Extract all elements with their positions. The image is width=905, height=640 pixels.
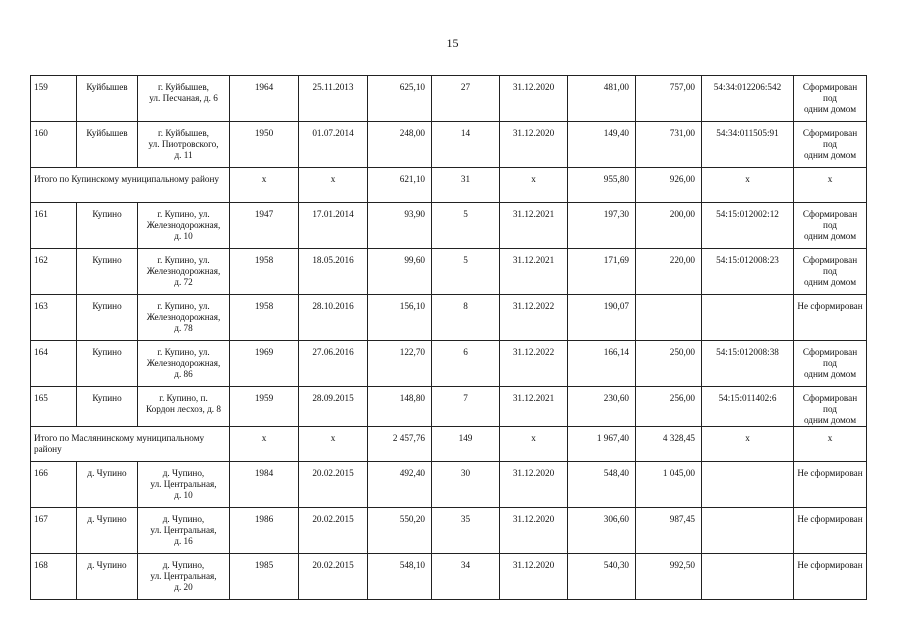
year-cell: x	[230, 168, 299, 203]
date-cell: 20.02.2015	[299, 554, 368, 600]
row-number-cell: 161	[31, 203, 77, 249]
status-cell: Не сформирован	[794, 295, 867, 341]
cadastral-cell: 54:15:012008:23	[702, 249, 794, 295]
table-row	[31, 387, 867, 427]
cadastral-cell: 54:15:012008:38	[702, 341, 794, 387]
deadline-cell: 31.12.2022	[500, 295, 568, 341]
value-cell: 548,40	[568, 462, 636, 508]
date-cell: 28.10.2016	[299, 295, 368, 341]
date-cell: x	[299, 168, 368, 203]
area-cell: 2 457,76	[368, 427, 432, 462]
status-cell: Сформирован под одним домом	[794, 122, 867, 168]
area-cell: 122,70	[368, 341, 432, 387]
value-cell: 190,07	[568, 295, 636, 341]
page-number: 15	[446, 36, 459, 50]
value-cell: 171,69	[568, 249, 636, 295]
value-cell-2: 4 328,45	[636, 427, 702, 462]
status-cell: Сформирован под одним домом	[794, 76, 867, 122]
address-cell: г. Куйбышев, ул. Песчаная, д. 6	[138, 76, 230, 122]
date-cell: 28.09.2015	[299, 387, 368, 427]
status-cell: x	[794, 427, 867, 462]
area-cell: 248,00	[368, 122, 432, 168]
residents-cell: 7	[432, 387, 500, 427]
value-cell-2: 220,00	[636, 249, 702, 295]
locality-cell: Купино	[77, 295, 138, 341]
subtotal-label: Итого по Маслянинскому муниципальному району	[31, 427, 230, 462]
locality-cell: д. Чупино	[77, 462, 138, 508]
deadline-cell: 31.12.2020	[500, 76, 568, 122]
cadastral-cell: 54:34:011505:91	[702, 122, 794, 168]
locality-cell: д. Чупино	[77, 508, 138, 554]
address-cell: д. Чупино, ул. Центральная, д. 10	[138, 462, 230, 508]
table-row	[31, 203, 867, 249]
cadastral-cell	[702, 295, 794, 341]
value-cell: 197,30	[568, 203, 636, 249]
status-cell: Сформирован под одним домом	[794, 249, 867, 295]
year-cell: 1959	[230, 387, 299, 427]
year-cell: 1984	[230, 462, 299, 508]
deadline-cell: 31.12.2020	[500, 554, 568, 600]
area-cell: 156,10	[368, 295, 432, 341]
subtotal-row	[31, 427, 867, 462]
value-cell: 230,60	[568, 387, 636, 427]
year-cell: 1947	[230, 203, 299, 249]
cadastral-cell	[702, 554, 794, 600]
locality-cell: Купино	[77, 203, 138, 249]
table-row	[31, 295, 867, 341]
area-cell: 148,80	[368, 387, 432, 427]
subtotal-row	[31, 168, 867, 203]
year-cell: 1986	[230, 508, 299, 554]
value-cell-2: 200,00	[636, 203, 702, 249]
year-cell: 1985	[230, 554, 299, 600]
value-cell-2: 731,00	[636, 122, 702, 168]
value-cell-2: 992,50	[636, 554, 702, 600]
cadastral-cell	[702, 462, 794, 508]
row-number-cell: 162	[31, 249, 77, 295]
table-row	[31, 508, 867, 554]
area-cell: 492,40	[368, 462, 432, 508]
subtotal-label: Итого по Купинскому муниципальному району	[31, 168, 230, 203]
value-cell-2: 256,00	[636, 387, 702, 427]
value-cell-2: 757,00	[636, 76, 702, 122]
residents-cell: 8	[432, 295, 500, 341]
value-cell: 540,30	[568, 554, 636, 600]
deadline-cell: 31.12.2020	[500, 462, 568, 508]
locality-cell: Купино	[77, 249, 138, 295]
row-number-cell: 164	[31, 341, 77, 387]
residents-cell: 34	[432, 554, 500, 600]
row-number-cell: 159	[31, 76, 77, 122]
locality-cell: Куйбышев	[77, 76, 138, 122]
status-cell: Сформирован под одним домом	[794, 203, 867, 249]
date-cell: 20.02.2015	[299, 508, 368, 554]
year-cell: 1969	[230, 341, 299, 387]
row-number-cell: 167	[31, 508, 77, 554]
date-cell: 27.06.2016	[299, 341, 368, 387]
locality-cell: Купино	[77, 387, 138, 427]
row-number-cell: 165	[31, 387, 77, 427]
cadastral-cell: 54:15:011402:6	[702, 387, 794, 427]
status-cell: Сформирован под одним домом	[794, 387, 867, 427]
table-row	[31, 554, 867, 600]
deadline-cell: x	[500, 168, 568, 203]
cadastral-cell: x	[702, 427, 794, 462]
area-cell: 550,20	[368, 508, 432, 554]
residents-cell: 27	[432, 76, 500, 122]
deadline-cell: 31.12.2022	[500, 341, 568, 387]
cadastral-cell: 54:15:012002:12	[702, 203, 794, 249]
date-cell: 25.11.2013	[299, 76, 368, 122]
date-cell: 17.01.2014	[299, 203, 368, 249]
residents-cell: 5	[432, 249, 500, 295]
address-cell: г. Купино, ул. Железнодорожная, д. 72	[138, 249, 230, 295]
table-row	[31, 76, 867, 122]
residents-cell: 149	[432, 427, 500, 462]
year-cell: 1950	[230, 122, 299, 168]
deadline-cell: x	[500, 427, 568, 462]
residents-cell: 30	[432, 462, 500, 508]
table-row	[31, 249, 867, 295]
residents-cell: 14	[432, 122, 500, 168]
status-cell: x	[794, 168, 867, 203]
deadline-cell: 31.12.2021	[500, 387, 568, 427]
value-cell: 955,80	[568, 168, 636, 203]
value-cell-2: 987,45	[636, 508, 702, 554]
date-cell: 20.02.2015	[299, 462, 368, 508]
value-cell: 306,60	[568, 508, 636, 554]
deadline-cell: 31.12.2020	[500, 508, 568, 554]
area-cell: 548,10	[368, 554, 432, 600]
date-cell: x	[299, 427, 368, 462]
address-cell: г. Куйбышев, ул. Пиотровского, д. 11	[138, 122, 230, 168]
deadline-cell: 31.12.2020	[500, 122, 568, 168]
table-row	[31, 341, 867, 387]
year-cell: 1958	[230, 249, 299, 295]
area-cell: 621,10	[368, 168, 432, 203]
area-cell: 99,60	[368, 249, 432, 295]
cadastral-cell: x	[702, 168, 794, 203]
value-cell-2: 1 045,00	[636, 462, 702, 508]
residents-cell: 5	[432, 203, 500, 249]
address-cell: д. Чупино, ул. Центральная, д. 16	[138, 508, 230, 554]
housing-registry-table	[30, 75, 867, 600]
address-cell: г. Купино, ул. Железнодорожная, д. 78	[138, 295, 230, 341]
deadline-cell: 31.12.2021	[500, 249, 568, 295]
value-cell: 1 967,40	[568, 427, 636, 462]
residents-cell: 31	[432, 168, 500, 203]
deadline-cell: 31.12.2021	[500, 203, 568, 249]
address-cell: г. Купино, ул. Железнодорожная, д. 10	[138, 203, 230, 249]
row-number-cell: 163	[31, 295, 77, 341]
date-cell: 01.07.2014	[299, 122, 368, 168]
status-cell: Не сформирован	[794, 554, 867, 600]
residents-cell: 35	[432, 508, 500, 554]
row-number-cell: 168	[31, 554, 77, 600]
residents-cell: 6	[432, 341, 500, 387]
table-row	[31, 122, 867, 168]
row-number-cell: 160	[31, 122, 77, 168]
registry-body	[31, 76, 867, 600]
year-cell: 1964	[230, 76, 299, 122]
status-cell: Не сформирован	[794, 508, 867, 554]
year-cell: x	[230, 427, 299, 462]
value-cell: 149,40	[568, 122, 636, 168]
address-cell: д. Чупино, ул. Центральная, д. 20	[138, 554, 230, 600]
locality-cell: Куйбышев	[77, 122, 138, 168]
cadastral-cell: 54:34:012206:542	[702, 76, 794, 122]
address-cell: г. Купино, п. Кордон лесхоз, д. 8	[138, 387, 230, 427]
date-cell: 18.05.2016	[299, 249, 368, 295]
area-cell: 93,90	[368, 203, 432, 249]
value-cell: 481,00	[568, 76, 636, 122]
area-cell: 625,10	[368, 76, 432, 122]
value-cell-2: 250,00	[636, 341, 702, 387]
locality-cell: д. Чупино	[77, 554, 138, 600]
value-cell-2: 926,00	[636, 168, 702, 203]
status-cell: Не сформирован	[794, 462, 867, 508]
locality-cell: Купино	[77, 341, 138, 387]
status-cell: Сформирован под одним домом	[794, 341, 867, 387]
table-row	[31, 462, 867, 508]
cadastral-cell	[702, 508, 794, 554]
value-cell-2	[636, 295, 702, 341]
year-cell: 1958	[230, 295, 299, 341]
value-cell: 166,14	[568, 341, 636, 387]
address-cell: г. Купино, ул. Железнодорожная, д. 86	[138, 341, 230, 387]
row-number-cell: 166	[31, 462, 77, 508]
